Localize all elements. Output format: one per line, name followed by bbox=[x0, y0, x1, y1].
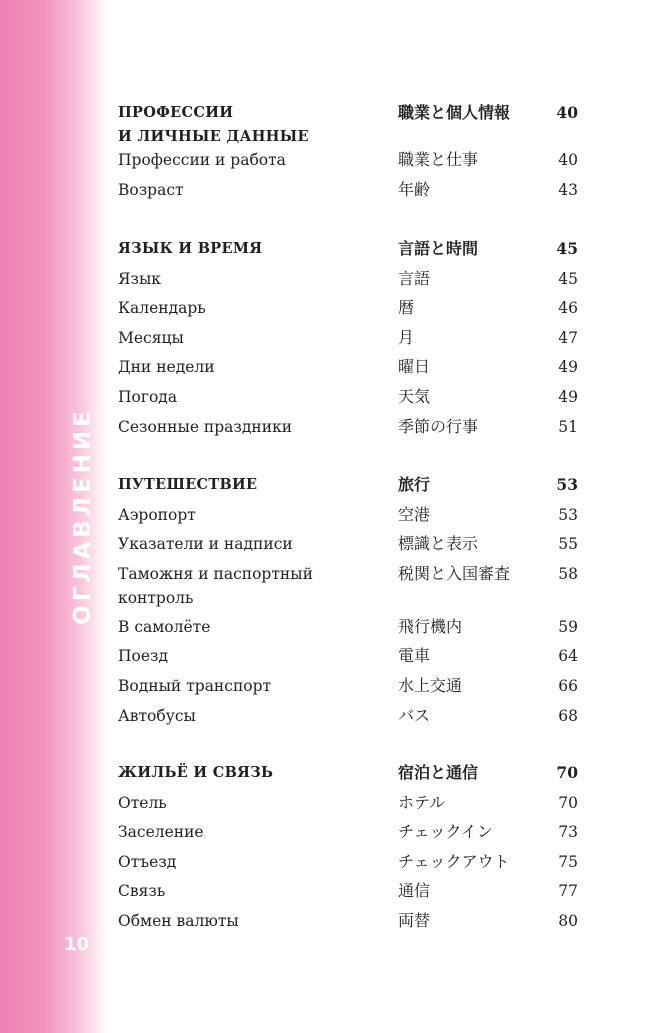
entry-title-ru bbox=[118, 704, 388, 728]
entry-page-number: 53 bbox=[558, 505, 578, 524]
entry-title-jp: 宿泊と通信 bbox=[398, 763, 479, 782]
entry-title-jp: バス bbox=[398, 705, 431, 725]
entry-title-line: Возраст bbox=[118, 180, 184, 199]
entry-page-number: 58 bbox=[558, 564, 578, 583]
entry-title-ru bbox=[118, 644, 388, 668]
entry-page-number: 40 bbox=[558, 151, 578, 169]
entry-title-line: Сезонные праздники bbox=[118, 417, 293, 436]
entry-page-number: 49 bbox=[558, 388, 578, 406]
entry-title-line: ЖИЛЬЁ И СВЯЗЬ bbox=[118, 764, 274, 781]
entry-title-jp: チェックアウト bbox=[398, 851, 510, 871]
entry-title-jp: 標識と表示 bbox=[398, 534, 479, 554]
entry-title-ru bbox=[118, 101, 388, 149]
entry-title-jp: 言語 bbox=[398, 268, 431, 288]
entry-title-ru bbox=[118, 148, 388, 172]
entry-title-jp: 通信 bbox=[398, 881, 431, 901]
entry-title-line: ПРОФЕССИИ bbox=[118, 104, 234, 121]
entry-title-jp: 職業と個人情報 bbox=[398, 103, 511, 122]
entry-page-number: 59 bbox=[558, 617, 578, 636]
entry-page-number: 66 bbox=[558, 677, 578, 695]
entry-title-ru bbox=[118, 532, 388, 556]
entry-title-jp: チェックイン bbox=[398, 822, 493, 842]
entry-title-ru bbox=[118, 237, 388, 261]
entry-page-number: 43 bbox=[558, 180, 578, 199]
entry-page-number: 75 bbox=[558, 852, 578, 871]
entry-title-ru bbox=[118, 385, 388, 409]
entry-title-line: Связь bbox=[118, 882, 166, 901]
entry-page-number: 45 bbox=[556, 239, 578, 258]
entry-title-line: Язык bbox=[118, 269, 161, 288]
entry-title-ru bbox=[118, 296, 388, 320]
entry-title-jp: 電車 bbox=[398, 646, 431, 666]
entry-title-line: Отъезд bbox=[118, 852, 177, 871]
entry-title-line: Дни недели bbox=[118, 358, 215, 377]
page-number: 10 bbox=[64, 934, 90, 955]
entry-page-number: 64 bbox=[558, 647, 578, 666]
entry-title-jp: 飛行機内 bbox=[398, 616, 463, 636]
entry-title-line: Водный транспорт bbox=[118, 677, 272, 695]
entry-page-number: 77 bbox=[558, 882, 578, 901]
entry-title-ru bbox=[118, 503, 388, 527]
entry-title-jp: 年齢 bbox=[398, 179, 431, 199]
entry-title-ru bbox=[118, 909, 388, 933]
entry-title-jp: 天気 bbox=[398, 387, 431, 406]
entry-page-number: 68 bbox=[558, 706, 578, 725]
entry-title-line: Таможня и паспортный bbox=[118, 564, 313, 583]
entry-title-jp: 空港 bbox=[398, 504, 431, 524]
entry-title-line: Отель bbox=[118, 793, 167, 812]
entry-title-line: И ЛИЧНЫЕ ДАННЫЕ bbox=[118, 128, 309, 145]
entry-title-line: Обмен валюты bbox=[118, 912, 239, 930]
entry-page-number: 47 bbox=[558, 328, 578, 347]
entry-title-line: Профессии и работа bbox=[118, 151, 286, 169]
entry-title-ru bbox=[118, 615, 388, 639]
side-title: ОГЛАВЛЕНИЕ bbox=[70, 407, 96, 625]
entry-title-line: Календарь bbox=[118, 299, 206, 318]
entry-title-ru bbox=[118, 415, 388, 439]
entry-title-line: Погода bbox=[118, 388, 178, 406]
entry-title-line: контроль bbox=[118, 588, 194, 607]
entry-title-jp: 曜日 bbox=[398, 357, 431, 377]
entry-title-ru bbox=[118, 820, 388, 844]
entry-title-ru bbox=[118, 355, 388, 379]
entry-page-number: 70 bbox=[556, 763, 578, 782]
entry-page-number: 80 bbox=[558, 912, 578, 930]
entry-title-line: Поезд bbox=[118, 647, 169, 666]
entry-page-number: 55 bbox=[558, 535, 578, 554]
entry-page-number: 49 bbox=[558, 358, 578, 377]
entry-title-ru bbox=[118, 562, 388, 610]
entry-title-ru bbox=[118, 791, 388, 815]
entry-title-line: Автобусы bbox=[118, 706, 196, 725]
entry-page-number: 46 bbox=[558, 299, 578, 318]
entry-title-jp: 季節の行事 bbox=[398, 416, 479, 436]
entry-title-jp: 言語と時間 bbox=[398, 239, 479, 258]
entry-title-ru bbox=[118, 178, 388, 202]
entry-title-jp: 暦 bbox=[398, 298, 415, 318]
entry-title-line: Заселение bbox=[118, 823, 204, 842]
entry-title-jp: ホテル bbox=[398, 792, 446, 812]
entry-title-ru bbox=[118, 674, 388, 698]
entry-title-line: Месяцы bbox=[118, 328, 184, 347]
entry-title-jp: 両替 bbox=[398, 911, 431, 930]
entry-page-number: 45 bbox=[558, 269, 578, 288]
entry-page-number: 40 bbox=[556, 103, 578, 122]
entry-title-line: ПУТЕШЕСТВИЕ bbox=[118, 476, 258, 493]
entry-title-ru bbox=[118, 326, 388, 350]
entry-title-line: В самолёте bbox=[118, 617, 211, 636]
entry-page-number: 73 bbox=[558, 823, 578, 842]
entry-title-line: Указатели и надписи bbox=[118, 535, 293, 554]
entry-title-ru bbox=[118, 850, 388, 874]
entry-page-number: 70 bbox=[558, 793, 578, 812]
entry-page-number: 51 bbox=[558, 417, 578, 436]
entry-title-jp: 水上交通 bbox=[398, 676, 463, 695]
entry-title-ru bbox=[118, 879, 388, 903]
entry-title-ru bbox=[118, 473, 388, 497]
entry-title-line: Аэропорт bbox=[118, 505, 196, 524]
entry-title-line: ЯЗЫК И ВРЕМЯ bbox=[118, 240, 263, 257]
entry-title-jp: 月 bbox=[398, 327, 415, 347]
entry-title-ru bbox=[118, 267, 388, 291]
entry-title-jp: 税関と入国審査 bbox=[398, 563, 511, 583]
entry-title-ru bbox=[118, 761, 388, 785]
entry-title-jp: 旅行 bbox=[398, 475, 431, 494]
entry-page-number: 53 bbox=[556, 475, 578, 494]
entry-title-jp: 職業と仕事 bbox=[398, 150, 479, 169]
